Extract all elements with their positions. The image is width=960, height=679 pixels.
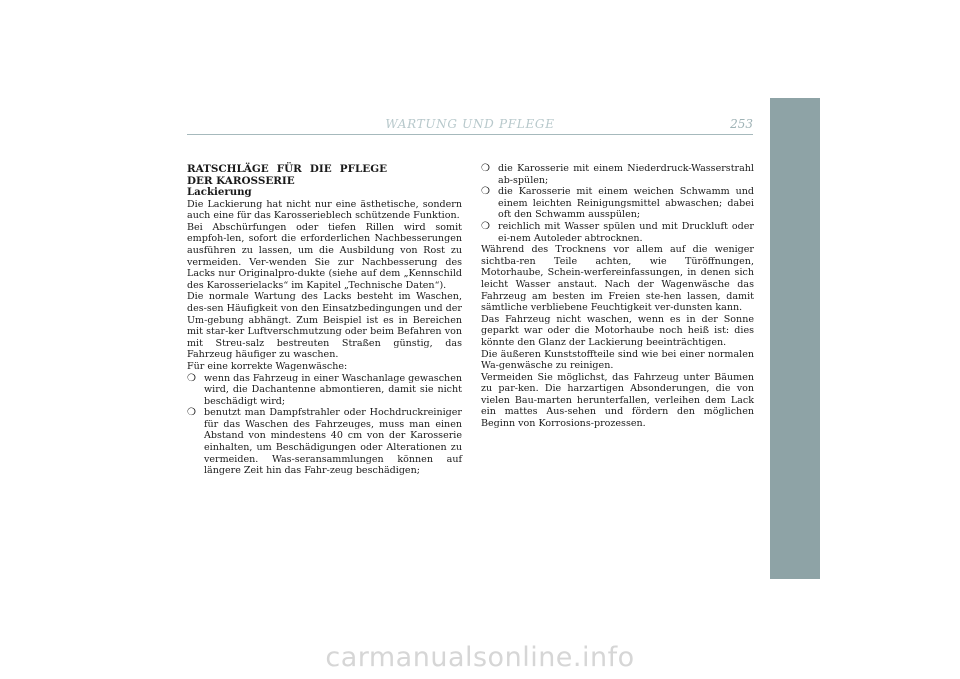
bullet-circle-icon: ❍ <box>187 407 196 419</box>
bullet-circle-icon: ❍ <box>187 372 196 384</box>
list-item-text: die Karosserie mit einem weichen Schwamm und einem leichten Reinigungsmittel abwaschen; dabei oft den Schwamm ausspülen; <box>498 186 754 221</box>
list-item-text: reichlich mit Wasser spülen und mit Druckluft oder ei-nem Autoleder abtrocknen. <box>498 220 754 244</box>
paragraph: Während des Trocknens vor allem auf die weniger sichtba-ren Teile achten, wie Türöffnungen, Motorhaube, Schein-werfereinfassungen, in denen sich leicht Wasser anstaut. Nach der Wagenwäsche das Fahrzeug am besten im Freien ste-hen lassen, damit sämtliche verbliebene Feuchtigkeit ver-dunsten kann. <box>481 244 754 314</box>
page-header <box>187 117 753 139</box>
paragraph: Die äußeren Kunststoffteile sind wie bei einer normalen Wa-genwäsche zu reinigen. <box>481 348 754 372</box>
list-item-text: die Karosserie mit einem Niederdruck-Wasserstrahl ab-spülen; <box>498 163 754 186</box>
paragraph: Bei Abschürfungen oder tiefen Rillen wird somit empfoh-len, sofort die erforderlichen Nachbesserungen ausführen zu lassen, um die Ausbildung von Rost zu vermeiden. Ver-wenden Sie zur Nachbesserung des Lacks nur Originalpro-dukte (siehe auf dem „Kennschild des Karosserielacks“ im Kapitel „Technische Daten“). <box>187 221 462 291</box>
paragraph: Die normale Wartung des Lacks besteht im Waschen, des-sen Häufigkeit von den Einsatzbedingungen und der Um-gebung abhängt. Zum Beispiel ist es in Bereichen mit star-ker Luftverschmutzung oder beim Befahren von mit Streu-salz bestreuten Straßen günstig, das Fahrzeug häufiger zu waschen. <box>187 291 462 361</box>
chapter-title: WARTUNG UND PFLEGE <box>385 117 555 131</box>
list-item <box>481 186 754 221</box>
bullet-circle-icon: ❍ <box>481 186 490 198</box>
paragraph: Vermeiden Sie möglichst, das Fahrzeug unter Bäumen zu par-ken. Die harzartigen Absonderungen, die von vielen Bau-marten herunterfallen, verleihen dem Lack ein mattes Aus-sehen und fördern den möglichen Beginn von Korrosions-prozessen. <box>481 371 754 430</box>
bullet-circle-icon: ❍ <box>481 163 490 174</box>
page-number: 253 <box>730 117 753 131</box>
bullet-circle-icon: ❍ <box>481 220 490 232</box>
list-item <box>481 163 754 186</box>
header-divider <box>187 134 753 135</box>
watermark: carmanualsonline.info <box>325 642 635 673</box>
chapter-side-tab <box>770 98 820 579</box>
list-item-text: wenn das Fahrzeug in einer Waschanlage gewaschen wird, die Dachantenne abmontieren, damit sie nicht beschädigt wird; <box>204 372 462 407</box>
list-item <box>187 407 462 477</box>
paragraph: Die Lackierung hat nicht nur eine ästhetische, sondern auch eine für das Karosserieblech schützende Funktion. <box>187 198 462 222</box>
sub-heading: Lackierung <box>187 186 252 198</box>
list-item <box>187 373 462 408</box>
section-heading: RATSCHLÄGE FÜR DIE PFLEGE DER KAROSSERIE <box>187 163 387 187</box>
left-column <box>187 163 462 477</box>
paragraph: Das Fahrzeug nicht waschen, wenn es in der Sonne geparkt war oder die Motorhaube noch heiß ist: dies könnte den Glanz der Lackierung beeinträchtigen. <box>481 313 754 348</box>
paragraph: Für eine korrekte Wagenwäsche: <box>187 360 348 372</box>
list-item <box>481 221 754 244</box>
list-item-text: benutzt man Dampfstrahler oder Hochdruckreiniger für das Waschen des Fahrzeuges, muss man einen Abstand von mindestens 40 cm von der Karosserie einhalten, um Beschädigungen oder Alterationen zu vermeiden. Was-seransammlungen können auf längere Zeit hin das Fahr-zeug beschädigen; <box>204 407 462 477</box>
right-column <box>481 163 754 430</box>
